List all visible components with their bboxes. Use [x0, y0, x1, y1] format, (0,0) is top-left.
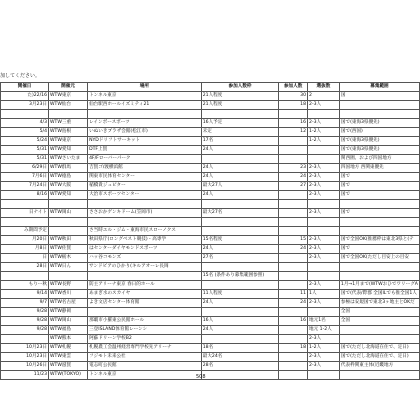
cell-date: 5/4: [1, 128, 49, 137]
table-row: [1, 173, 420, 182]
cell-capacity: 24人: [201, 146, 279, 155]
event-schedule-table: [0, 82, 420, 380]
table-row: [1, 344, 420, 353]
header-row: [1, 83, 420, 92]
cell-date: 9/28: [1, 326, 49, 335]
cell-recruit-range: [339, 200, 419, 209]
cell-selection: 2-3人: [308, 101, 340, 110]
table-row: [1, 110, 420, 119]
cell-date: 5/24: [1, 137, 49, 146]
cell-venue: 仙台駅西ホールイズミティ21: [88, 101, 202, 110]
cell-organizer: WTW香川: [49, 290, 88, 299]
cell-date: 9/28: [1, 317, 49, 326]
cell-venue: ささおかゲンキドーム(笠岡市): [88, 209, 202, 218]
table-row: [1, 326, 420, 335]
cell-capacity: [201, 263, 279, 272]
cell-capacity: [201, 335, 279, 344]
cell-date: [1, 200, 49, 209]
cell-participants: [279, 209, 308, 218]
cell-participants: [279, 155, 308, 164]
cell-organizer: [49, 227, 88, 236]
cell-date: 10月23日: [1, 344, 49, 353]
cell-venue: 阿蘇ドリーン学校B2: [88, 335, 202, 344]
table-row: [1, 92, 420, 101]
cell-capacity: 27名: [201, 254, 279, 263]
cell-organizer: WTW札幌: [49, 344, 88, 353]
cell-participants: [279, 227, 308, 236]
cell-venue: はセンターダイヤモンドスポーツ: [88, 245, 202, 254]
cell-venue: さ当時エル・ジム・東海市民スローノクス: [88, 227, 202, 236]
cell-capacity: [201, 371, 279, 380]
table-row: [1, 101, 420, 110]
table-row: [1, 281, 420, 290]
cell-selection: 2-3人: [308, 119, 340, 128]
cell-selection: 2-3人: [308, 191, 340, 200]
table-row: [1, 155, 420, 164]
table-row: [1, 119, 420, 128]
cell-organizer: WTW仙台: [49, 101, 88, 110]
cell-date: 9/7: [1, 299, 49, 308]
cell-selection: 2-3人: [308, 236, 340, 245]
cell-venue: 関東市民体育センター: [88, 173, 202, 182]
cell-venue: 札幌農工会温州経営専門学校先アリーナ: [88, 344, 202, 353]
cell-selection: 2-3人: [308, 182, 340, 191]
cell-selection: [308, 146, 340, 155]
cell-selection: 地元1名: [308, 317, 340, 326]
cell-participants: [279, 137, 308, 146]
cell-participants: 27: [279, 182, 308, 191]
cell-participants: 23: [279, 164, 308, 173]
cell-venue: NYDドリフトサーキット: [88, 137, 202, 146]
cell-recruit-range: [339, 101, 419, 110]
cell-participants: [279, 110, 308, 119]
cell-selection: 2-3人: [308, 281, 340, 290]
table-row: [1, 308, 420, 317]
table-row: [1, 200, 420, 209]
cell-selection: 1-2人: [308, 128, 340, 137]
cell-selection: [308, 155, 340, 164]
cell-venue: フジモト未来公社: [88, 353, 202, 362]
cell-organizer: WTW岡山: [49, 317, 88, 326]
cell-venue: DTF上賀: [88, 146, 202, 155]
cell-recruit-range: 国で: [339, 173, 419, 182]
cell-date: 8/16: [1, 191, 49, 200]
cell-capacity: 16人: [201, 317, 279, 326]
cell-capacity: 未定: [201, 128, 279, 137]
cell-participants: [279, 200, 308, 209]
cell-selection: [308, 227, 340, 236]
cell-participants: [279, 146, 308, 155]
cell-organizer: WTW東雲: [49, 353, 88, 362]
cell-organizer: WTW佐賀: [49, 245, 88, 254]
cell-venue: 三登ISLAND体育館レーンシ: [88, 326, 202, 335]
cell-selection: 2-3人: [308, 209, 340, 218]
cell-participants: 11: [279, 290, 308, 299]
cell-venue: 大治市スポーツセンター: [88, 191, 202, 200]
cell-capacity: 24人: [201, 164, 279, 173]
cell-selection: [308, 263, 340, 272]
table-row: [1, 254, 420, 263]
cell-recruit-range: 国で: [339, 245, 419, 254]
cell-recruit-range: 国で(東海3県優先): [339, 146, 419, 155]
cell-organizer: WTW大阪: [49, 182, 88, 191]
cell-selection: [308, 272, 340, 281]
cell-capacity: [201, 200, 279, 209]
cell-capacity: 21人程度: [201, 101, 279, 110]
cell-participants: [279, 272, 308, 281]
cell-organizer: [49, 110, 88, 119]
cell-capacity: [201, 227, 279, 236]
cell-recruit-range: 全国: [339, 317, 419, 326]
cell-recruit-range: 関西圏、および四国地方: [339, 155, 419, 164]
cell-participants: [279, 335, 308, 344]
header-venue: 場所: [88, 83, 202, 92]
cell-recruit-range: [339, 326, 419, 335]
cell-participants: 24: [279, 173, 308, 182]
cell-selection: 2-3人: [308, 164, 340, 173]
cell-capacity: 16人予定: [201, 119, 279, 128]
cell-recruit-range: 1月→1月まで(WTWおひでワリーグA: [339, 281, 419, 290]
cell-organizer: WTW東京: [49, 137, 88, 146]
cell-capacity: 最大27人: [201, 182, 279, 191]
cell-organizer: WTW徳島: [49, 173, 88, 182]
cell-recruit-range: 国で(ただし北海道在住で、定日): [339, 353, 419, 362]
table-row: [1, 182, 420, 191]
cell-participants: [279, 191, 308, 200]
cell-selection: 2-3人: [308, 335, 340, 344]
cell-date: 10月26日: [1, 362, 49, 371]
cell-capacity: 24人: [201, 299, 279, 308]
cell-venue: 防主アリーナ東京 春日的ホール: [88, 281, 202, 290]
cell-organizer: WTW長野: [49, 281, 88, 290]
table-row: [1, 236, 420, 245]
cell-venue: サンドビアのひかり(キルアオーレ長岡: [88, 263, 202, 272]
table-row: [1, 209, 420, 218]
cell-recruit-range: 国で: [339, 182, 419, 191]
cell-date: [1, 110, 49, 119]
cell-organizer: WTW福島: [49, 326, 88, 335]
cell-selection: 1人: [308, 290, 340, 299]
cell-capacity: 最大27名: [201, 209, 279, 218]
cell-selection: [308, 110, 340, 119]
cell-capacity: 21人程度: [201, 92, 279, 101]
cell-date: 月8日: [1, 245, 49, 254]
cell-recruit-range: [339, 371, 419, 380]
cell-venue: ハッ谷コモンズ: [88, 254, 202, 263]
cell-participants: 24: [279, 299, 308, 308]
header-participants: 参加人数: [279, 83, 308, 92]
cell-recruit-range: 参極は安規国で東北3ヶ地主とOKだ: [339, 299, 419, 308]
cell-participants: 16: [279, 119, 308, 128]
cell-participants: [279, 254, 308, 263]
cell-date: [1, 218, 49, 227]
cell-selection: 2: [308, 92, 340, 101]
cell-date: 5/31: [1, 155, 49, 164]
cell-date: 日ナイト: [1, 209, 49, 218]
cell-recruit-range: 国で(西国): [339, 128, 419, 137]
cell-venue: トンネル東京: [88, 371, 202, 380]
cell-venue: 4F/Fローバーパーク: [88, 155, 202, 164]
table-row: [1, 191, 420, 200]
cell-date: 7月24日: [1, 182, 49, 191]
cell-organizer: [49, 218, 88, 227]
table-row: [1, 164, 420, 173]
cell-participants: [279, 371, 308, 380]
cell-capacity: 11人程度: [201, 290, 279, 299]
cell-recruit-range: [339, 263, 419, 272]
cell-venue: よき文店センター体育館: [88, 299, 202, 308]
cell-selection: 2-3人: [308, 353, 340, 362]
cell-capacity: [201, 155, 279, 164]
table-row: [1, 146, 420, 155]
cell-organizer: WTW愛知: [49, 191, 88, 200]
cell-date: 9/28: [1, 308, 49, 317]
table-row: [1, 128, 420, 137]
cell-capacity: 18名: [201, 344, 279, 353]
cell-capacity: 17名: [201, 137, 279, 146]
table-row: [1, 245, 420, 254]
cell-organizer: WTW三重: [49, 119, 88, 128]
cell-selection: 2-3人: [308, 254, 340, 263]
cell-venue: [88, 110, 202, 119]
cell-venue: [88, 308, 202, 317]
cell-venue: あまぎ水のスカイヤ: [88, 290, 202, 299]
header-recruit-range: 募集範囲: [339, 83, 419, 92]
table-row: [1, 299, 420, 308]
cell-capacity: 15名程度: [201, 236, 279, 245]
cell-participants: [279, 353, 308, 362]
cell-date: 月20日: [1, 236, 49, 245]
cell-recruit-range: 国: [339, 92, 419, 101]
cell-selection: 2-3人: [308, 362, 340, 371]
cell-date: 5/31: [1, 146, 49, 155]
cell-capacity: [201, 110, 279, 119]
table-row: [1, 272, 420, 281]
cell-venue: 稲橋貴ジュピター: [88, 182, 202, 191]
header-date: 開催日: [1, 83, 49, 92]
cell-participants: [279, 263, 308, 272]
cell-organizer: WTW島根: [49, 128, 88, 137]
cell-organizer: WTWさいたま: [49, 155, 88, 164]
table-row: [1, 371, 420, 380]
cell-organizer: WTW名古屋: [49, 299, 88, 308]
cell-recruit-range: [339, 218, 419, 227]
cell-date: 11/23: [1, 371, 49, 380]
cell-participants: 18: [279, 344, 308, 353]
cell-date: もりー秋: [1, 281, 49, 290]
cell-recruit-range: 国で: [339, 191, 419, 200]
cell-selection: [308, 308, 340, 317]
cell-recruit-range: [339, 110, 419, 119]
header-selection: 選抜数: [308, 83, 340, 92]
cell-selection: [308, 371, 340, 380]
cell-venue: いぬいきブラザ会館(松江市): [88, 128, 202, 137]
cell-participants: 15: [279, 236, 308, 245]
cell-selection: 2-3人: [308, 299, 340, 308]
cell-recruit-range: 国で(代表/際郡 全国ILでも推全国1人: [339, 290, 419, 299]
cell-capacity: 最大24名: [201, 353, 279, 362]
cell-date: 9/14: [1, 290, 49, 299]
cell-participants: 24: [279, 245, 308, 254]
cell-recruit-range: [339, 272, 419, 281]
cell-date: [1, 272, 49, 281]
cell-organizer: WTW秋田: [49, 236, 88, 245]
cell-date: み期間予定: [1, 227, 49, 236]
cell-recruit-range: 国で全国OK(ただし目安上の目安: [339, 254, 419, 263]
cell-venue: トンネル東京: [88, 92, 202, 101]
cell-venue: [88, 200, 202, 209]
cell-participants: [279, 308, 308, 317]
cell-organizer: WTW熊本: [49, 335, 88, 344]
cell-recruit-range: 四国地方 西関東優先: [339, 164, 419, 173]
cell-date: 28日: [1, 263, 49, 272]
cell-organizer: [49, 272, 88, 281]
cell-organizer: WTW栃木: [49, 254, 88, 263]
cell-organizer: WTW愛知: [49, 146, 88, 155]
header-organizer: 開催元: [49, 83, 88, 92]
cell-date: 7月6日: [1, 173, 49, 182]
total-count: 508: [196, 374, 206, 380]
cell-participants: 30: [279, 92, 308, 101]
table-row: [1, 335, 420, 344]
table-row: [1, 137, 420, 146]
cell-selection: [308, 200, 340, 209]
cell-venue: [88, 272, 202, 281]
table-row: [1, 218, 420, 227]
cell-participants: 16: [279, 317, 308, 326]
cell-recruit-range: 国で: [339, 209, 419, 218]
cell-organizer: WTW日ん: [49, 263, 88, 272]
cell-organizer: [49, 200, 88, 209]
cell-recruit-range: 国で(東海3県優先): [339, 137, 419, 146]
cell-participants: [279, 326, 308, 335]
cell-date: [1, 335, 49, 344]
cell-date: 3月23日: [1, 101, 49, 110]
cell-recruit-range: 国で(ただし北海道在住で、定日): [339, 344, 419, 353]
cell-participants: [279, 362, 308, 371]
cell-organizer: WTW群馬: [49, 164, 88, 173]
cell-capacity: 24人: [201, 191, 279, 200]
cell-selection: 2-3人: [308, 245, 340, 254]
cell-capacity: 24人: [201, 326, 279, 335]
cell-date: た)22/16: [1, 92, 49, 101]
cell-selection: 2-3人: [308, 173, 340, 182]
cell-capacity: 15名 (条件あり募集範囲参照): [201, 272, 279, 281]
table-row: [1, 263, 420, 272]
table-row: [1, 227, 420, 236]
table-row: [1, 353, 420, 362]
cell-recruit-range: [339, 227, 419, 236]
cell-venue: 那覇市小羅東公民館ホール: [88, 317, 202, 326]
cell-organizer: WTW(TOKYO): [49, 371, 88, 380]
cell-capacity: [201, 308, 279, 317]
cell-capacity: [201, 218, 279, 227]
cell-recruit-range: 全国: [339, 308, 419, 317]
cell-capacity: 24人: [201, 245, 279, 254]
header-capacity: 参加人数枠: [201, 83, 279, 92]
cell-organizer: WTW岡山: [49, 209, 88, 218]
cell-recruit-range: 代表枠関東主体(近畿地方: [339, 362, 419, 371]
cell-participants: 18: [279, 101, 308, 110]
cell-date: 日: [1, 254, 49, 263]
cell-date: 6/29日: [1, 164, 49, 173]
cell-organizer: WTW滋賀: [49, 362, 88, 371]
cell-venue: 吉賀ゴ/渡横浜館: [88, 164, 202, 173]
cell-recruit-range: [339, 335, 419, 344]
cell-recruit-range: 国で全国OK(推薦枠は東北3県と(テ: [339, 236, 419, 245]
cell-venue: 電志町公民館: [88, 362, 202, 371]
table-row: [1, 290, 420, 299]
cell-selection: 地元 1-2人: [308, 326, 340, 335]
cell-organizer: WTW東京: [49, 92, 88, 101]
cell-selection: [308, 218, 340, 227]
cell-capacity: 28名: [201, 362, 279, 371]
cell-selection: 1-2人: [308, 137, 340, 146]
cell-recruit-range: 国で(東海3県優先): [339, 119, 419, 128]
intro-note: 加してください。: [0, 73, 41, 79]
cell-organizer: WTW静岡: [49, 308, 88, 317]
table-row: [1, 317, 420, 326]
cell-participants: 12: [279, 128, 308, 137]
cell-venue: レインボースポーツ: [88, 119, 202, 128]
cell-venue: 秋田県庁(ロングベスト競技)・高専学: [88, 236, 202, 245]
cell-selection: 1-2人: [308, 344, 340, 353]
cell-capacity: [201, 281, 279, 290]
table-row: [1, 362, 420, 371]
cell-venue: [88, 218, 202, 227]
cell-participants: [279, 218, 308, 227]
cell-participants: [279, 281, 308, 290]
cell-date: 4/3: [1, 119, 49, 128]
cell-capacity: 24人: [201, 173, 279, 182]
cell-date: 10月23日: [1, 353, 49, 362]
